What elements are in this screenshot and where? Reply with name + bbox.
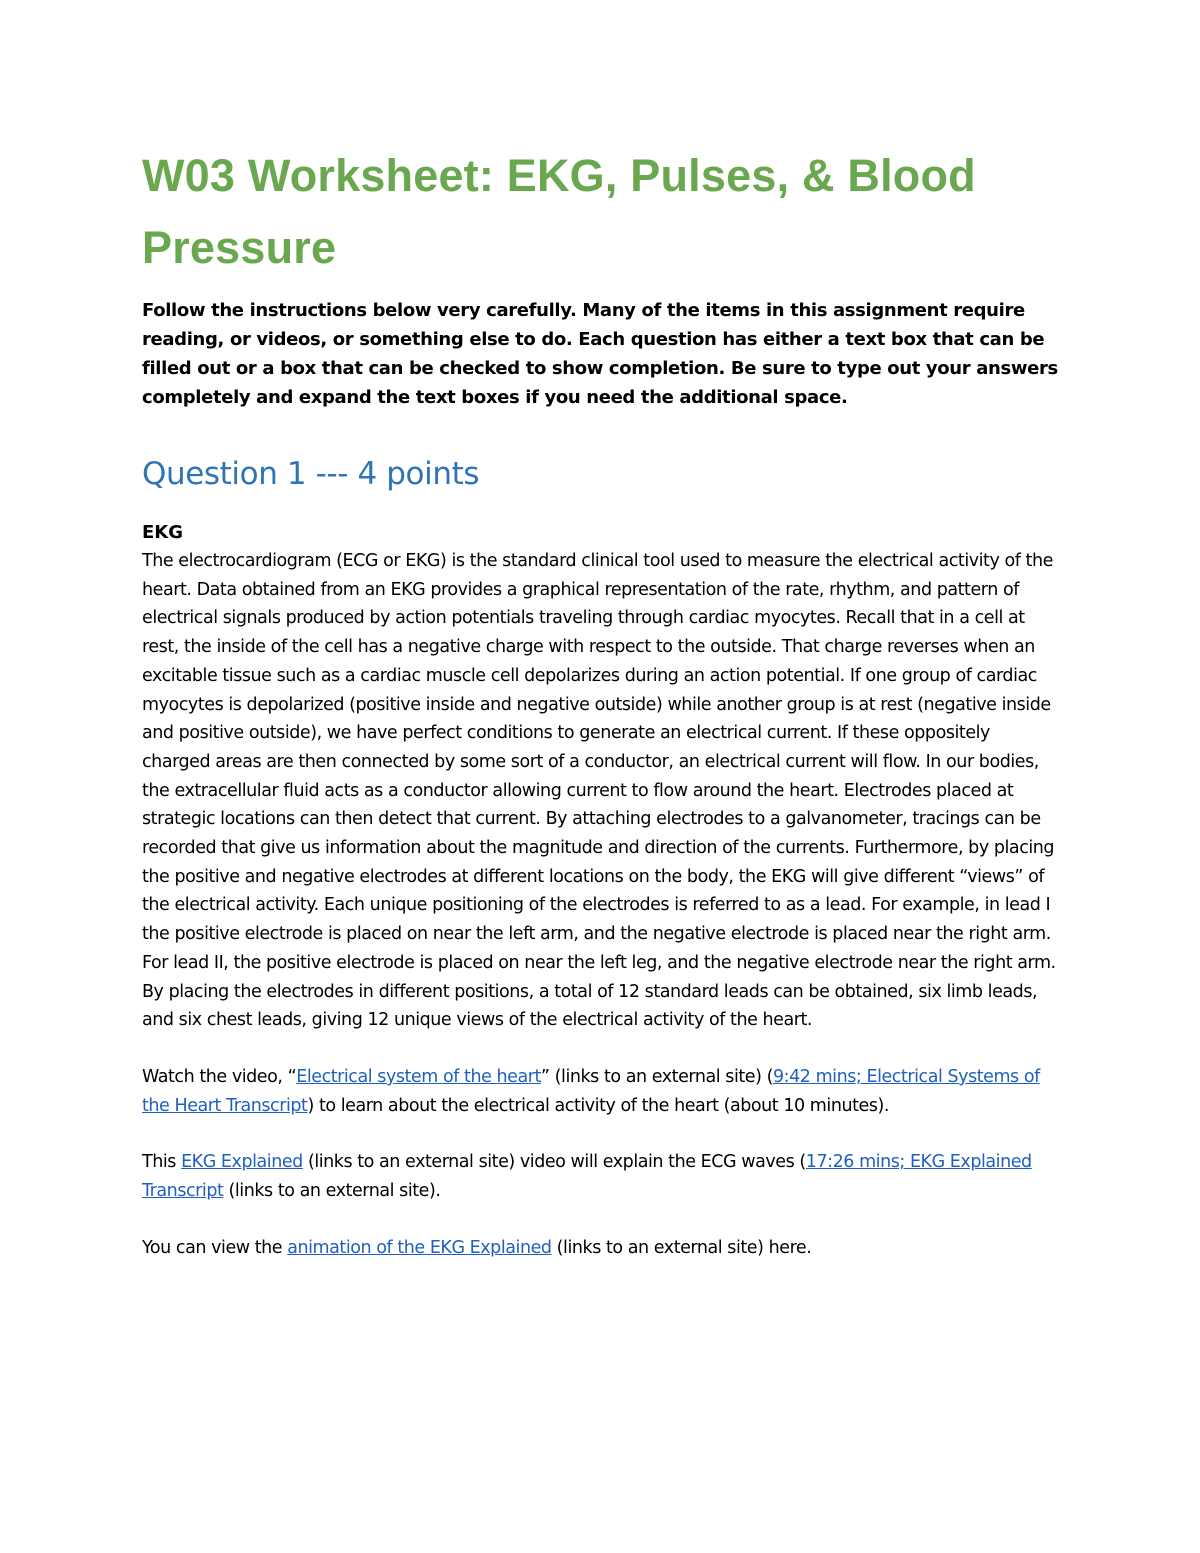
video-paragraph-prefix: Watch the video, “ [142, 1066, 297, 1087]
document-title: W03 Worksheet: EKG, Pulses, & Blood Pressure [142, 150, 976, 273]
document-content [142, 140, 1062, 1262]
animation-paragraph-suffix: (links to an external site) here. [551, 1237, 812, 1258]
ekg-explained-video-link[interactable]: EKG Explained [181, 1152, 303, 1173]
ekg-paragraph-suffix: (links to an external site). [223, 1181, 441, 1202]
electrical-system-video-link[interactable]: Electrical system of the heart [296, 1066, 541, 1087]
ekg-section-label: EKG [142, 522, 184, 543]
ekg-paragraph-prefix: This [142, 1152, 182, 1173]
ekg-body-paragraph: The electrocardiogram (ECG or EKG) is the standard clinical tool used to measure the electrical activity of the heart. Data obtained from an EKG provides a graphical representation of the rate, rhythm, and pattern of electrical signals produced by action potentials traveling through cardiac myocytes. Recall that in a cell at rest, the inside of the cell has a negative charge with respect to the outside. That charge reverses when an excitable tissue such as a cardiac muscle cell depolarizes during an action potential. If one group of cardiac myocytes is depolarized (positive inside and negative outside) while another group is at rest (negative inside and positive outside), we have perfect conditions to generate an electrical current. If these oppositely charged areas are then connected by some sort of a conductor, an electrical current will flow. In our bodies, the extracellular fluid acts as a conductor allowing current to flow around the heart. Electrodes placed at strategic locations can then detect that current. By attaching electrodes to a galvanometer, tracings can be recorded that give us information about the magnitude and direction of the currents. Furthermore, by placing the positive and negative electrodes at different locations on the body, the EKG will give different “views” of the electrical activity. Each unique positioning of the electrodes is referred to as a lead. For example, in lead I the positive electrode is placed on near the left arm, and the negative electrode is placed near the right arm. For lead II, the positive electrode is placed on near the left leg, and the negative electrode near the right arm. By placing the electrodes in different positions, a total of 12 standard leads can be obtained, six limb leads, and six chest leads, giving 12 unique views of the electrical activity of the heart. [142, 551, 1056, 1031]
animation-paragraph [142, 1234, 1062, 1263]
electrical-system-transcript-link[interactable]: 9:42 mins; Electrical Systems of the Heart Transcript [142, 1066, 1040, 1116]
animation-paragraph-prefix: You can view the [142, 1237, 288, 1258]
ekg-explained-paragraph [142, 1148, 1062, 1205]
instructions-paragraph: Follow the instructions below very carefully. Many of the items in this assignment require reading, or videos, or something else to do. Each question has either a text box that can be filled out or a box that can be checked to show completion. Be sure to type out your answers completely and expand the text boxes if you need the additional space. [142, 300, 1058, 408]
video-paragraph-suffix: ) to learn about the electrical activity of the heart (about 10 minutes). [307, 1095, 889, 1116]
video-paragraph [142, 1063, 1062, 1120]
video-paragraph-middle: ” (links to an external site) ( [540, 1066, 773, 1087]
ekg-explained-transcript-link[interactable]: 17:26 mins; EKG Explained Transcript [142, 1152, 1032, 1202]
ekg-paragraph-middle: (links to an external site) video will explain the ECG waves ( [302, 1152, 806, 1173]
ekg-animation-link[interactable]: animation of the EKG Explained [287, 1237, 552, 1258]
question-1-heading: Question 1 --- 4 points [142, 456, 480, 492]
